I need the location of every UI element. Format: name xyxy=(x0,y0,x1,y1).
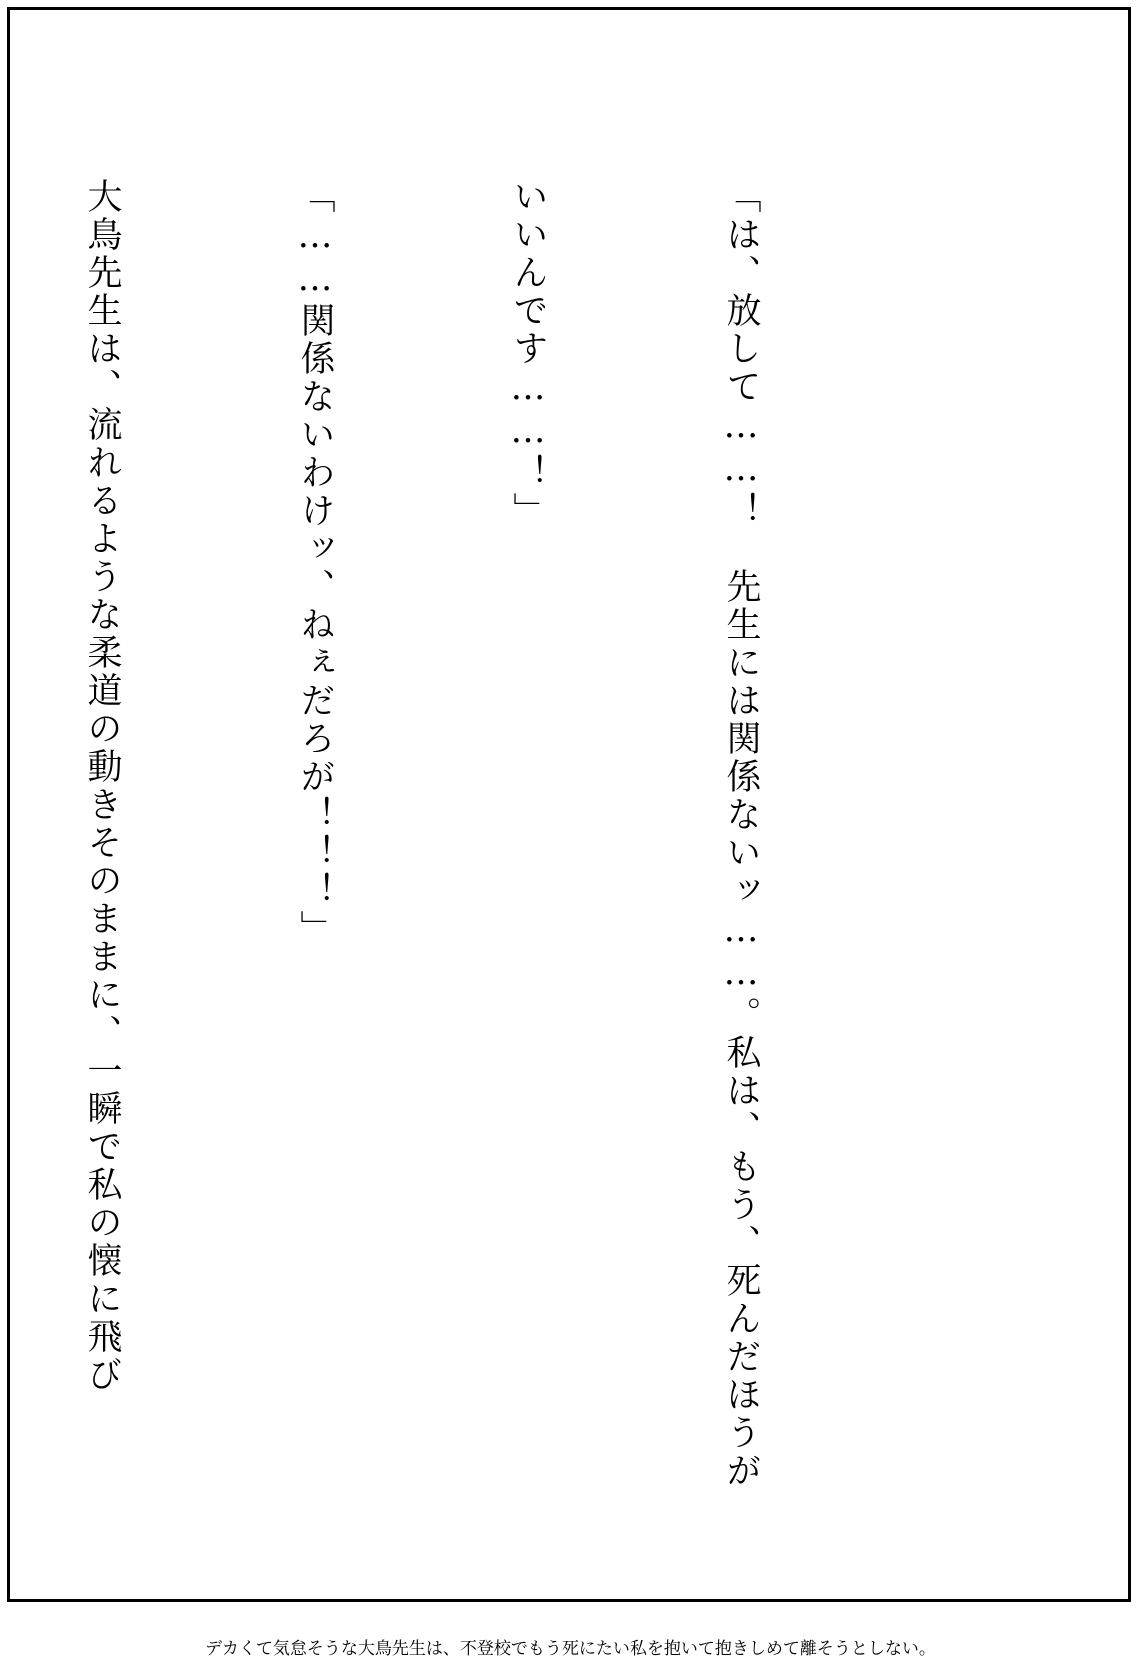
text-line: 大鳥先生は、流れるような柔道の動きそのままに、一瞬で私の懐に飛び xyxy=(82,178,122,1394)
page-frame xyxy=(7,7,1131,1602)
vertical-text-body xyxy=(0,178,918,1508)
text-line: 「……関係ないわけッ、ねぇだろが！！！」 xyxy=(295,178,335,948)
text-line: いいんです……！」 xyxy=(508,178,548,530)
caption-text: デカくて気怠そうな大鳥先生は、不登校でもう死にたい私を抱いて抱きしめて離そうとしない。 xyxy=(205,1639,936,1659)
text-line: 「は、放して……！ 先生には関係ないッ……。私は、もう、死んだほうが xyxy=(721,178,761,1490)
